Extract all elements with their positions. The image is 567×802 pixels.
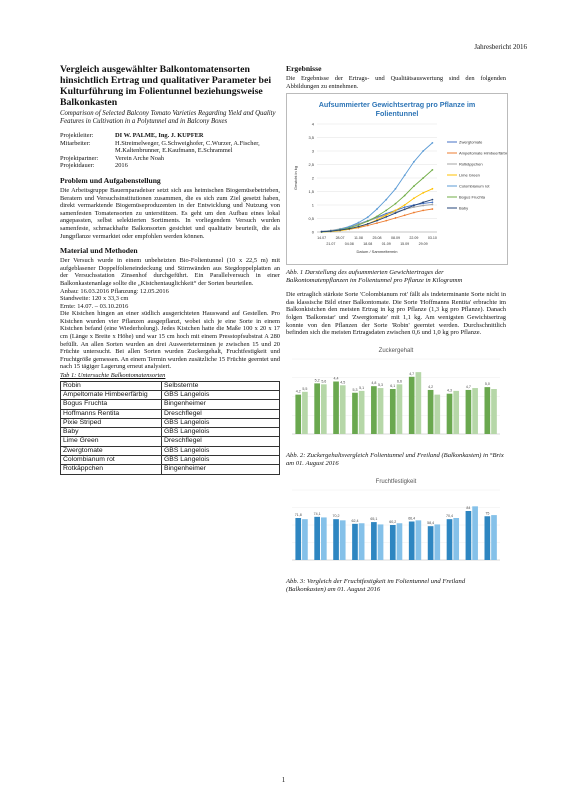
x-tick-label: 01.09 (381, 242, 391, 247)
yield-chart-svg (287, 94, 507, 264)
data-label: 4,7 (465, 384, 471, 389)
data-point (404, 195, 406, 197)
legend-label: Bogus Fruchta (459, 194, 486, 200)
results-text: Die ertraglich stärkste Sorte 'Colombianum rot' fällt als indeterminante Sorte nicht in das klassische Bild einer Balkontomate. Die Sorte 'Hoffmanns Rentita' erbrachte im Balkonkistchen den meisten Ertrag in kg pro Pflanze (1,3 kg pro Pflanze). Danach folgen 'Balkonstar' und 'Zwergtomate' mit 1,1 kg. Am wenigsten Gewichtsertrag konnte von den Pflanzen der Sorte 'Robin' geerntet werden. Durchschnittlich befinden sich die meisten Ertragsdaten zwischen 0,6 und 1,0 kg pro Pflanze. (286, 291, 506, 337)
variety-name-cell: Robin (61, 381, 162, 390)
variety-source-cell: GBS Langelois (162, 418, 280, 427)
project-info-value: DI W. PALME, Ing. J. KUPFER (115, 132, 204, 139)
data-point (321, 231, 323, 233)
bar (333, 381, 339, 434)
data-point (413, 206, 415, 208)
data-point (413, 185, 415, 187)
table-caption: Tab 1: Untersuchte Balkontomatensorten (60, 372, 166, 380)
bar (321, 384, 327, 434)
bar (378, 524, 384, 560)
data-point (376, 217, 378, 219)
bar (397, 523, 403, 560)
table-row (61, 437, 280, 446)
table-row (61, 456, 280, 465)
data-label: 4,3 (447, 388, 453, 393)
variety-name-cell: Lime Green (61, 437, 162, 446)
bar (302, 392, 308, 434)
data-point (376, 208, 378, 210)
x-tick-label: 08.09 (390, 236, 400, 241)
data-point (431, 142, 433, 144)
data-label: 6,6 (396, 379, 402, 384)
data-label: 5,3 (352, 387, 358, 392)
y-tick-label: 3,5 (308, 135, 314, 141)
right-column (286, 64, 506, 600)
fig2-caption: Abb. 2: Zuckergehaltsvergleich Folientunnel und Freiland (Balkonkasten) in °Brix am 01. August 2016 (286, 451, 504, 467)
project-info-row (60, 132, 280, 140)
variety-source-cell: Dreschflegel (162, 437, 280, 446)
table-row (61, 428, 280, 437)
data-label: 74,1 (313, 511, 321, 516)
data-point (395, 210, 397, 212)
chart-title: Aufsummierter Gewichtsertrag pro Pflanze im (318, 100, 476, 110)
bar (390, 525, 396, 560)
data-point (422, 150, 424, 152)
data-label: 66,4 (408, 516, 416, 521)
data-point (404, 206, 406, 208)
report-header: Jahresbericht 2016 (474, 43, 527, 51)
data-label: 5,0 (484, 381, 490, 386)
x-tick-label: 21.07 (326, 242, 336, 247)
yield-chart (286, 93, 508, 265)
data-point (422, 210, 424, 212)
methods-heading: Material und Methoden (60, 246, 138, 256)
data-point (422, 177, 424, 179)
bar (359, 523, 365, 560)
variety-name-cell: Pixie Striped (61, 418, 162, 427)
results-intro: Die Ergebnisse der Ertrags- und Qualitätsauswertung sind den folgenden Abbildungen zu entnehmen. (286, 75, 506, 90)
bar (302, 519, 308, 560)
table-row (61, 418, 280, 427)
series-line (322, 189, 433, 232)
y-tick-label: 2 (311, 175, 314, 181)
page-number: 1 (281, 776, 286, 784)
data-point (358, 226, 360, 228)
bar (484, 516, 490, 560)
data-point (413, 205, 415, 207)
x-tick-label: 18.08 (363, 242, 373, 247)
variety-source-cell: Bingenheimer (162, 465, 280, 474)
variety-name-cell: Hoffmanns Rentita (61, 409, 162, 418)
bar (428, 526, 434, 560)
data-point (431, 169, 433, 171)
table-row (61, 390, 280, 399)
data-point (422, 205, 424, 207)
y-tick-label: 2,5 (308, 162, 314, 168)
data-label: 60,2 (389, 519, 397, 524)
data-point (348, 228, 350, 230)
bar (314, 517, 320, 560)
data-point (404, 209, 406, 211)
project-info-label: Projektleiter: (60, 132, 94, 139)
data-point (413, 161, 415, 163)
methods-text-1: Der Versuch wurde in einem unbeheizten Bio-Folientunnel (10 x 22,5 m) mit aufgeblasener Doppelfolieneindeckung und Stirnwänden aus Stegdoppelplatten an der Versuchsstation Zinsenhof durchgeführt. Ein Parallelversuch in einer Balkonkastenanlage sollte die „Kistchentauglichkeit“ der Sorten beurteilen. (60, 257, 280, 287)
data-point (395, 212, 397, 214)
bar (314, 383, 320, 434)
bar (390, 389, 396, 434)
bar (416, 372, 422, 434)
bar (359, 391, 365, 434)
project-info-row (60, 155, 280, 163)
variety-source-cell: GBS Langelois (162, 446, 280, 455)
y-tick-label: 1,5 (308, 189, 314, 195)
variety-name-cell: Bogus Fruchta (61, 400, 162, 409)
data-point (404, 204, 406, 206)
data-label: 84 (466, 505, 471, 510)
legend-label: Rotkäppchen (459, 161, 483, 167)
bar (295, 518, 301, 560)
bar (333, 519, 339, 560)
bar (371, 522, 377, 560)
data-point (367, 216, 369, 218)
data-point (431, 202, 433, 204)
chart-title: Fruchtfestigkeit (375, 478, 417, 485)
left-column (60, 64, 280, 475)
bar (472, 388, 478, 434)
bar (416, 520, 422, 560)
data-point (422, 192, 424, 194)
bar (484, 387, 490, 434)
table-row (61, 409, 280, 418)
dates-line-1: Anbau: 16.03.2016 Pflanzung: 12.05.2016 (60, 287, 169, 295)
bar (409, 377, 415, 434)
variety-source-cell: GBS Langelois (162, 456, 280, 465)
variety-source-cell: GBS Langelois (162, 390, 280, 399)
bar (371, 386, 377, 434)
data-point (413, 198, 415, 200)
bar (397, 384, 403, 434)
bar (453, 391, 459, 434)
data-label: 71,8 (294, 512, 302, 517)
bar (453, 518, 459, 560)
data-label: 70,4 (446, 513, 454, 518)
data-label: 5,3 (378, 382, 384, 387)
bar (352, 393, 358, 434)
problem-text: Die Arbeitsgruppe Bauernparadeiser setzt sich aus heimischen Biogemüsebetrieben, Beratern und Versuchsinstitutionen zusammen, die es sich zum Ziel gesetzt haben, direkt vermarktende Biogemüseproduzenten in der Entwicklung und Nutzung von samenfesten Tomatensorten zu unterstützen. Es geht um den Aufbau eines lokal angepassten, selbst selektierten Sortiments. In vorliegendem Versuch wurden samenfeste, schmackhafte Balkonsorten gesichtet und qualitativ beurteilt, die als Jungpflanze vermarktet oder empfohlen werden können. (60, 186, 280, 240)
y-tick-label: 0,5 (308, 216, 314, 222)
variety-source-cell: Dreschflegel (162, 409, 280, 418)
data-point (404, 175, 406, 177)
data-point (413, 212, 415, 214)
variety-source-cell: Selbsternte (162, 381, 280, 390)
data-point (339, 229, 341, 231)
data-point (431, 204, 433, 206)
data-point (367, 220, 369, 222)
paper-subtitle: Comparison of Selected Balcony Tomato Varieties Regarding Yield and Quality Features in Cultivation in a Polytunnel and in Balcony Boxes (60, 110, 276, 125)
bar (340, 385, 346, 434)
bar (491, 515, 497, 560)
variety-name-cell: Ampeltomate Himbeerfärbig (61, 390, 162, 399)
table-row (61, 465, 280, 474)
y-axis-label: Gewicht in kg (293, 166, 298, 191)
legend-label: Ampeltomate Himbeerfärbig (459, 150, 507, 156)
bar (340, 520, 346, 560)
data-point (422, 202, 424, 204)
data-point (395, 203, 397, 205)
methods-text-2: Die Kistchen hingen an einer südlich ausgerichteten Hauswand auf Gestellen. Pro Kistchen wurden vier Pflanzen ausgepflanzt, wobei sich je eine Sorte in einem Kistchen befand (eine Wiederholung). Jedes Kistchen hatte die Maße 100 x 20 x 17 cm (Länge x Breite x Höhe) und war 15 cm hoch mit einem Presstopfsubstrat A 280 befüllt. An allen Sorten wurden an drei Auswerteterminen je zwischen 15 und 20 Früchte untersucht. Bei allen Sorten wurden Zuckergehalt, Fruchtfestigkeit und Fruchtgröße gemessen. An einem Termin wurden zusätzliche 15 Früchte geerntet und nach 15 tägiger Lagerung erneut analysiert. (60, 310, 280, 371)
data-label: 65,1 (370, 516, 378, 521)
x-tick-label: 29.09 (418, 242, 428, 247)
project-info-value: Verein Arche Noah (115, 154, 164, 162)
data-point (385, 199, 387, 201)
bar (321, 517, 327, 560)
data-point (385, 215, 387, 217)
project-info-value: H.Streimelweger, G.Schweighofer, C.Wurzer, A.Fischer, M.Kaltenbrunner, E.Kaufmann, E.Schrammel (115, 139, 260, 155)
variety-source-cell: GBS Langelois (162, 428, 280, 437)
y-tick-label: 3 (311, 148, 314, 154)
data-point (376, 222, 378, 224)
table-row (61, 446, 280, 455)
data-point (385, 216, 387, 218)
x-tick-label: 25.08 (372, 236, 382, 241)
bar (428, 390, 434, 434)
varieties-table (60, 381, 280, 475)
x-axis-label: Datum / Sammeltermin (356, 249, 398, 255)
data-label: 5,2 (314, 378, 320, 383)
x-tick-label: 03.10 (427, 236, 437, 241)
project-info-table (60, 132, 280, 170)
project-info-label: Projektdauer: (60, 162, 95, 170)
data-point (431, 208, 433, 210)
project-info-value: 2016 (115, 162, 128, 170)
data-point (395, 188, 397, 190)
variety-source-cell: Bingenheimer (162, 400, 280, 409)
x-tick-label: 11.08 (354, 236, 363, 241)
data-point (431, 199, 433, 201)
bar (491, 389, 497, 434)
data-label: 4,4 (333, 376, 339, 381)
fig1-caption: Abb. 1 Darstellung des aufsummierten Gewichtertrages der Balkontomatenpflanzen im Folientunnel pro Pflanze in Kilogramm (286, 269, 463, 285)
data-point (358, 222, 360, 224)
data-label: 70,2 (332, 513, 340, 518)
bar (447, 519, 453, 560)
data-label: 75 (485, 511, 490, 515)
firmness-chart-svg (286, 474, 506, 574)
data-point (376, 220, 378, 222)
data-label: 6,1 (390, 383, 396, 388)
project-info-row (60, 162, 280, 170)
data-point (404, 215, 406, 217)
dates-line-3: Ernte: 14.07. – 03.10.2016 (60, 302, 129, 310)
table-row (61, 381, 280, 390)
data-label: 5,1 (359, 385, 365, 390)
bar (295, 394, 301, 433)
data-point (367, 223, 369, 225)
data-label: 62,4 (351, 518, 359, 523)
variety-name-cell: Colombianum rot (61, 456, 162, 465)
data-label: 4,8 (371, 380, 377, 385)
chart-title: Zuckergehalt (378, 347, 414, 354)
data-label: 58,4 (427, 520, 435, 525)
firmness-chart (286, 474, 506, 574)
bar (434, 524, 440, 560)
bar (409, 521, 415, 560)
data-label: 4,2 (295, 389, 301, 394)
variety-name-cell: Rotkäppchen (61, 465, 162, 474)
bar (352, 524, 358, 560)
data-point (431, 188, 433, 190)
variety-name-cell: Zwergtomate (61, 446, 162, 455)
legend-label: Lime Green (459, 172, 480, 178)
table-row (61, 400, 280, 409)
project-info-label: Mitarbeiter: (60, 139, 91, 147)
bar (434, 394, 440, 433)
x-tick-label: 04.08 (344, 242, 354, 247)
bar (466, 511, 472, 560)
data-label: 4,5 (340, 380, 346, 384)
legend-label: Zwergtomate (459, 139, 483, 145)
data-point (330, 230, 332, 232)
chart-title-line2: Folientunnel (375, 109, 419, 119)
variety-name-cell: Baby (61, 428, 162, 437)
y-tick-label: 4 (311, 121, 314, 127)
problem-heading: Problem und Aufgabenstellung (60, 175, 161, 185)
data-point (367, 225, 369, 227)
results-heading: Ergebnisse (286, 64, 322, 73)
data-label: 5,6 (321, 379, 327, 384)
sugar-chart-svg (286, 343, 506, 448)
paper-title: Vergleich ausgewählter Balkontomatensorten hinsichtlich Ertrag und qualitativer Parameter bei Kulturführung im Folientunnel beziehungsweise Balkonkasten (60, 64, 272, 108)
data-label: 4,2 (428, 384, 434, 389)
bar (378, 388, 384, 434)
y-tick-label: 0 (311, 229, 314, 235)
bar (472, 506, 478, 560)
sugar-chart (286, 343, 506, 448)
data-label: 4,7 (409, 371, 415, 376)
y-tick-label: 1 (311, 202, 314, 208)
legend-label: Colombianum rot (459, 183, 490, 189)
bar (466, 390, 472, 434)
x-tick-label: 22.09 (409, 236, 419, 241)
x-tick-label: 14.07 (317, 236, 327, 241)
x-tick-label: 15.09 (400, 242, 410, 247)
project-info-label: Projektpartner: (60, 154, 99, 162)
bar (447, 393, 453, 433)
data-point (385, 220, 387, 222)
project-info-row (60, 140, 280, 155)
data-point (358, 224, 360, 226)
dates-line-2: Standweite: 120 x 33,3 cm (60, 295, 129, 303)
fig3-caption: Abb. 3: Vergleich der Fruchtfestigkeit im Folientunnel und Freiland (Balkonkasten) am 01. August 2016 (286, 577, 466, 593)
data-label: 5,5 (302, 386, 308, 391)
data-point (395, 217, 397, 219)
data-point (376, 216, 378, 218)
x-tick-label: 28.07 (335, 236, 345, 241)
data-point (385, 210, 387, 212)
legend-label: Baby (459, 205, 469, 211)
